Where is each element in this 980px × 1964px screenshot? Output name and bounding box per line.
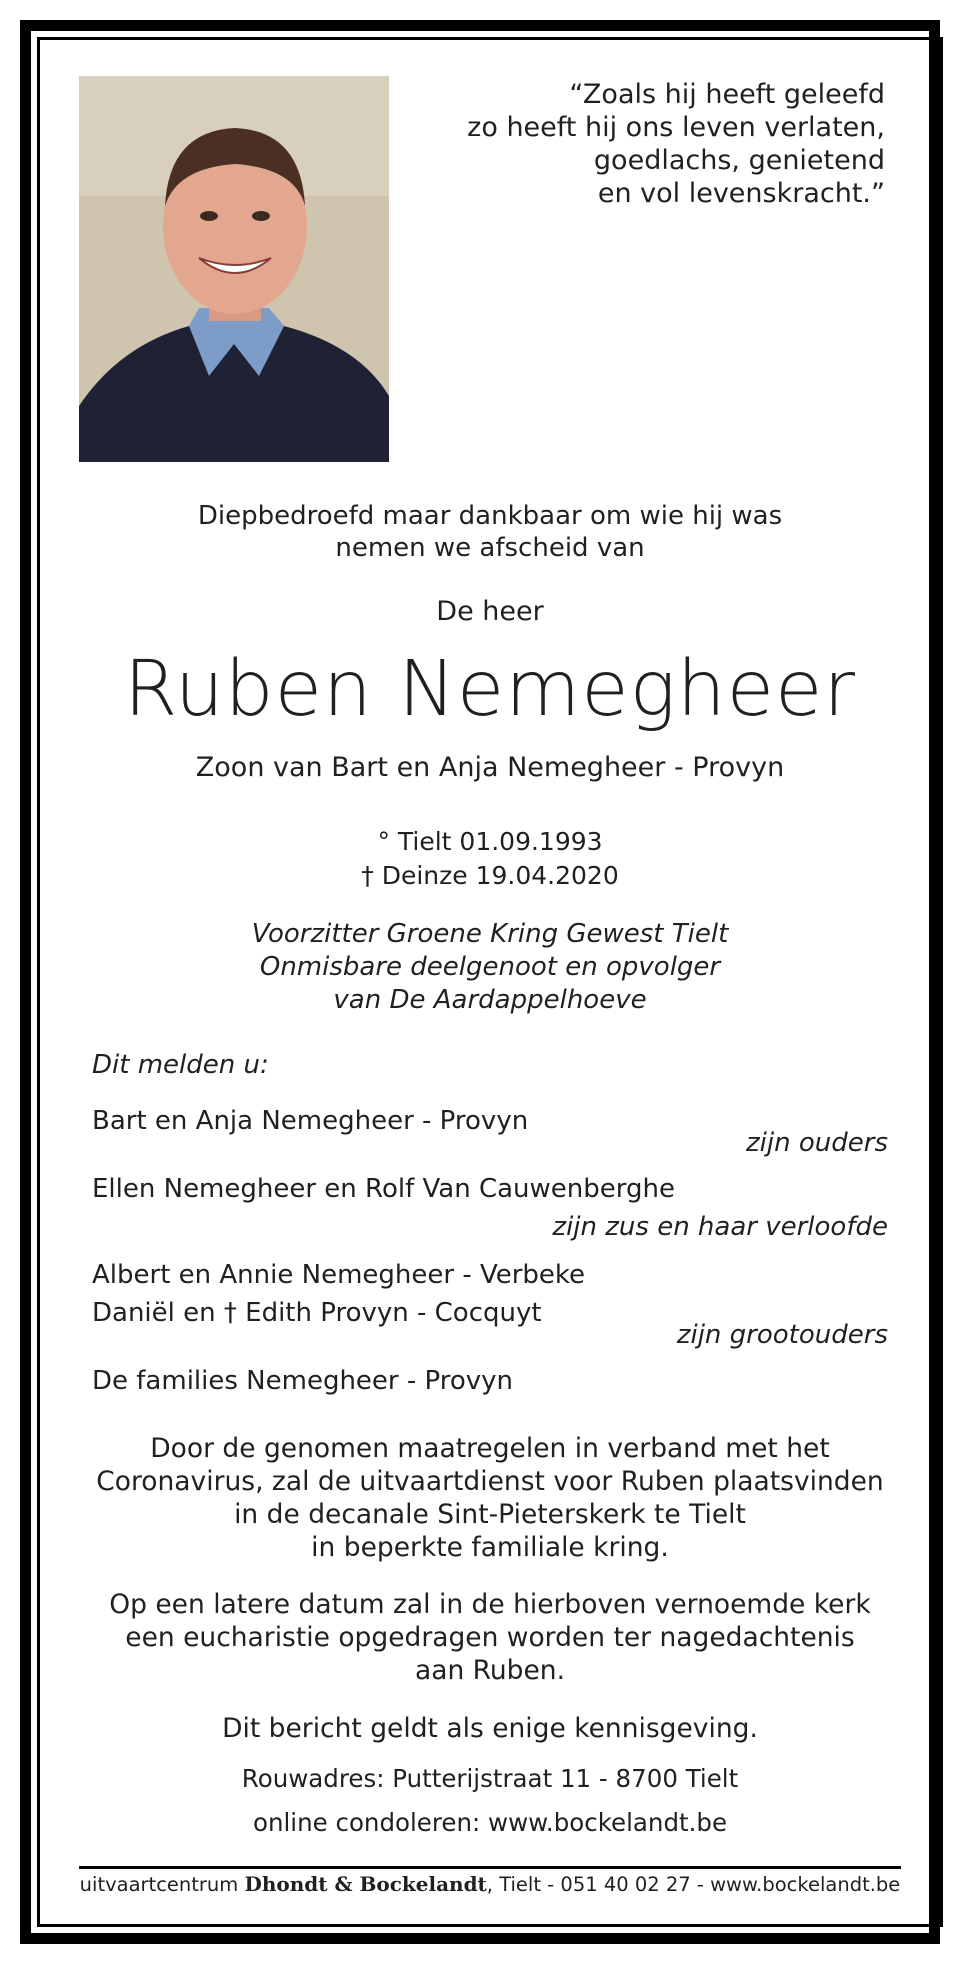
- role-line: Onmisbare deelgenoot en opvolger: [259, 952, 721, 982]
- portrait-icon: [79, 76, 389, 462]
- paragraph-line: Op een latere datum zal in de hierboven vernoemde kerk: [109, 1589, 871, 1620]
- birth-date: ° Tielt 01.09.1993: [377, 827, 603, 856]
- intro-line: Diepbedroefd maar dankbaar om wie hij was: [197, 501, 783, 531]
- quote-line: zo heeft hij ons leven verlaten,: [467, 112, 885, 143]
- death-date: † Deinze 19.04.2020: [361, 861, 619, 890]
- footer: [79, 1872, 901, 1896]
- footer-contact: , Tielt - 051 40 02 27 - www.bockelandt.be: [486, 1873, 901, 1896]
- role-line: Voorzitter Groene Kring Gewest Tielt: [251, 919, 729, 949]
- roles: [60, 918, 920, 1017]
- dates: [60, 825, 920, 893]
- quote: [467, 78, 885, 210]
- paragraph-eucharist: [60, 1588, 920, 1687]
- paragraph-line: aan Ruben.: [414, 1655, 566, 1686]
- role-line: van De Aardappelhoeve: [333, 985, 647, 1015]
- notice: Dit bericht geldt als enige kennisgeving.: [222, 1713, 758, 1744]
- paragraph-line: in beperkte familiale kring.: [311, 1532, 669, 1563]
- family-families: De families Nemegheer - Provyn: [92, 1366, 514, 1396]
- online-condolence: online condoleren: www.bockelandt.be: [252, 1808, 728, 1837]
- address: Rouwadres: Putterijstraat 11 - 8700 Tielt: [241, 1764, 739, 1793]
- portrait-photo: [79, 76, 389, 462]
- family-grandparents-relation: zijn grootouders: [676, 1320, 888, 1350]
- family-sister: Ellen Nemegheer en Rolf Van Cauwenberghe: [92, 1174, 675, 1204]
- family-grandparents-1: Albert en Annie Nemegheer - Verbeke: [92, 1260, 586, 1290]
- report-label: Dit melden u:: [92, 1050, 269, 1080]
- footer-firm: Dhondt & Bockelandt: [244, 1872, 487, 1896]
- honorific: De heer: [436, 596, 544, 627]
- paragraph-line: Coronavirus, zal de uitvaartdienst voor Ruben plaatsvinden: [96, 1466, 884, 1497]
- paragraph-line: Door de genomen maatregelen in verband met het: [150, 1433, 830, 1464]
- paragraph-line: een eucharistie opgedragen worden ter nagedachtenis: [125, 1622, 855, 1653]
- parents-line: Zoon van Bart en Anja Nemegheer - Provyn: [195, 752, 785, 783]
- family-sister-relation: zijn zus en haar verloofde: [552, 1212, 888, 1242]
- family-grandparents-2: Daniël en † Edith Provyn - Cocquyt: [92, 1298, 542, 1328]
- quote-line: “Zoals hij heeft geleefd: [569, 79, 885, 110]
- family-parents-relation: zijn ouders: [746, 1128, 888, 1158]
- paragraph-ceremony: [60, 1432, 920, 1564]
- footer-prefix: uitvaartcentrum: [79, 1873, 239, 1896]
- quote-line: goedlachs, genietend: [593, 145, 885, 176]
- family-parents: Bart en Anja Nemegheer - Provyn: [92, 1106, 529, 1136]
- quote-line: en vol levenskracht.”: [597, 178, 885, 209]
- footer-divider: [79, 1866, 901, 1869]
- intro: [60, 500, 920, 564]
- intro-line: nemen we afscheid van: [335, 533, 645, 563]
- deceased-name: Ruben Nemegheer: [123, 645, 857, 734]
- paragraph-line: in de decanale Sint-Pieterskerk te Tielt: [234, 1499, 746, 1530]
